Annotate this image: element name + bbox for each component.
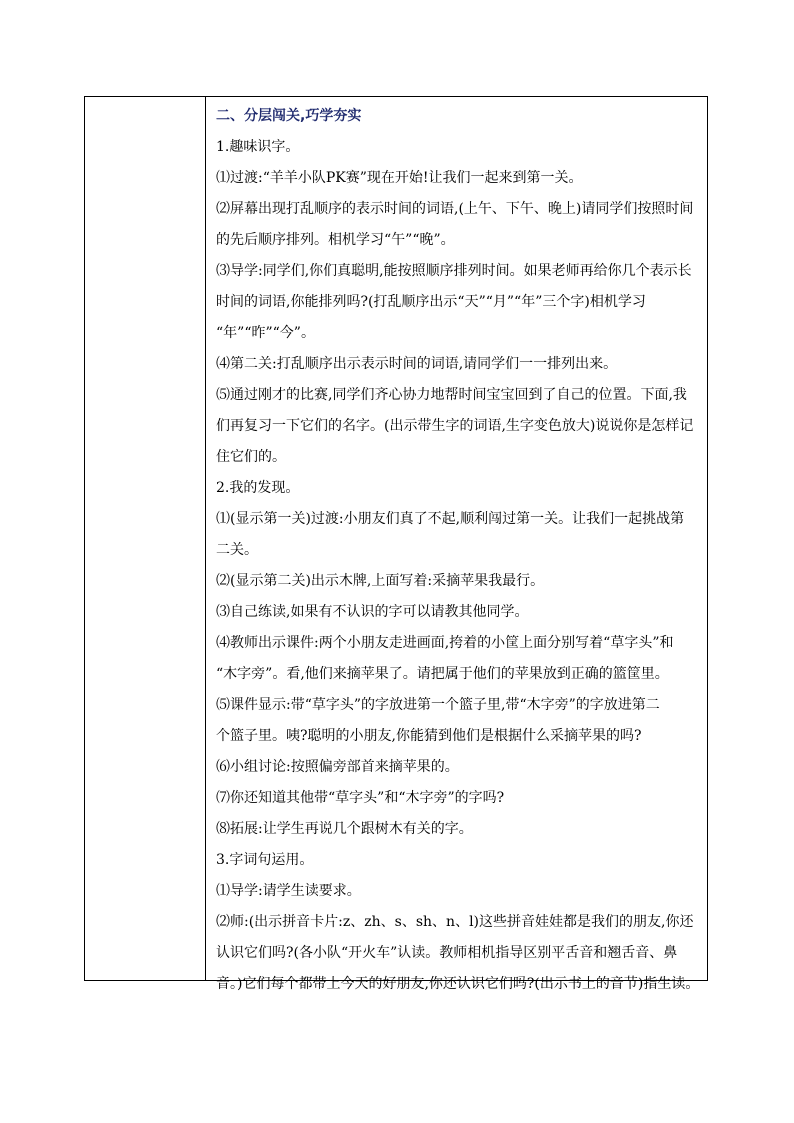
text-line: ⑴过渡:“羊羊小队PK赛”现在开始!让我们一起来到第一关。 — [216, 170, 583, 186]
text-line: ⑴(显示第一关)过渡:小朋友们真了不起,顺利闯过第一关。让我们一起挑战第 — [216, 511, 685, 527]
text-line: 认识它们吗?(各小队“开火车”认读。教师相机指导区别平舌音和翘舌音、鼻 — [216, 945, 678, 961]
text-line: ⑶自己练读,如果有不认识的字可以请教其他同学。 — [216, 604, 529, 620]
subsection-title: 3.字词句运用。 — [216, 852, 314, 868]
text-line: “木字旁”。看,他们来摘苹果了。请把属于他们的苹果放到正确的篮筐里。 — [216, 666, 669, 682]
text-line: 音。)它们每个都带上今天的好朋友,你还认识它们吗?(出示书上的音节)指生读。 — [216, 976, 700, 992]
text-line: ⑵屏幕出现打乱顺序的表示时间的词语,(上午、下午、晚上)请同学们按照时间 — [216, 201, 694, 217]
text-line: 时间的词语,你能排列吗?(打乱顺序出示“天”“月”“年”三个字)相机学习 — [216, 294, 646, 310]
text-line: ⑷第二关:打乱顺序出示表示时间的词语,请同学们一一排列出来。 — [216, 356, 618, 372]
text-line: ⑹小组讨论:按照偏旁部首来摘苹果的。 — [216, 759, 459, 775]
text-line: ⑷教师出示课件:两个小朋友走进画面,挎着的小筐上面分别写着“草字头”和 — [216, 635, 674, 651]
left-column-cell — [85, 97, 206, 980]
text-line: ⑸通过刚才的比赛,同学们齐心协力地帮时间宝宝回到了自己的位置。下面,我 — [216, 387, 687, 403]
text-line: ⑵(显示第二关)出示木牌,上面写着:采摘苹果我最行。 — [216, 573, 545, 589]
lesson-content-cell — [206, 97, 707, 992]
lesson-table — [84, 96, 708, 992]
section-heading: 二、分层闯关,巧学夯实 — [216, 108, 362, 124]
text-line: 二关。 — [216, 542, 258, 558]
text-line: ⑸课件显示:带“草字头”的字放进第一个篮子里,带“木字旁”的字放进第二 — [216, 697, 660, 713]
text-line: ⑵师:(出示拼音卡片:z、zh、s、sh、n、l)这些拼音娃娃都是我们的朋友,你还 — [216, 914, 694, 930]
text-line: 们再复习一下它们的名字。(出示带生字的词语,生字变色放大)说说你是怎样记 — [216, 418, 694, 434]
text-line: 的先后顺序排列。相机学习“午”“晚”。 — [216, 232, 455, 248]
text-line: 住它们的。 — [216, 449, 286, 465]
subsection-title: 2.我的发现。 — [216, 480, 300, 496]
text-line: ⑺你还知道其他带“草字头”和“木字旁”的字吗? — [216, 790, 505, 806]
text-line: ⑻拓展:让学生再说几个跟树木有关的字。 — [216, 821, 473, 837]
subsection-title: 1.趣味识字。 — [216, 139, 300, 155]
text-line: 个篮子里。咦?聪明的小朋友,你能猜到他们是根据什么采摘苹果的吗? — [216, 728, 642, 744]
text-line: ⑴导学:请学生读要求。 — [216, 883, 361, 899]
text-line: ⑶导学:同学们,你们真聪明,能按照顺序排列时间。如果老师再给你几个表示长 — [216, 263, 692, 279]
text-line: “年”“昨”“今”。 — [216, 325, 315, 341]
